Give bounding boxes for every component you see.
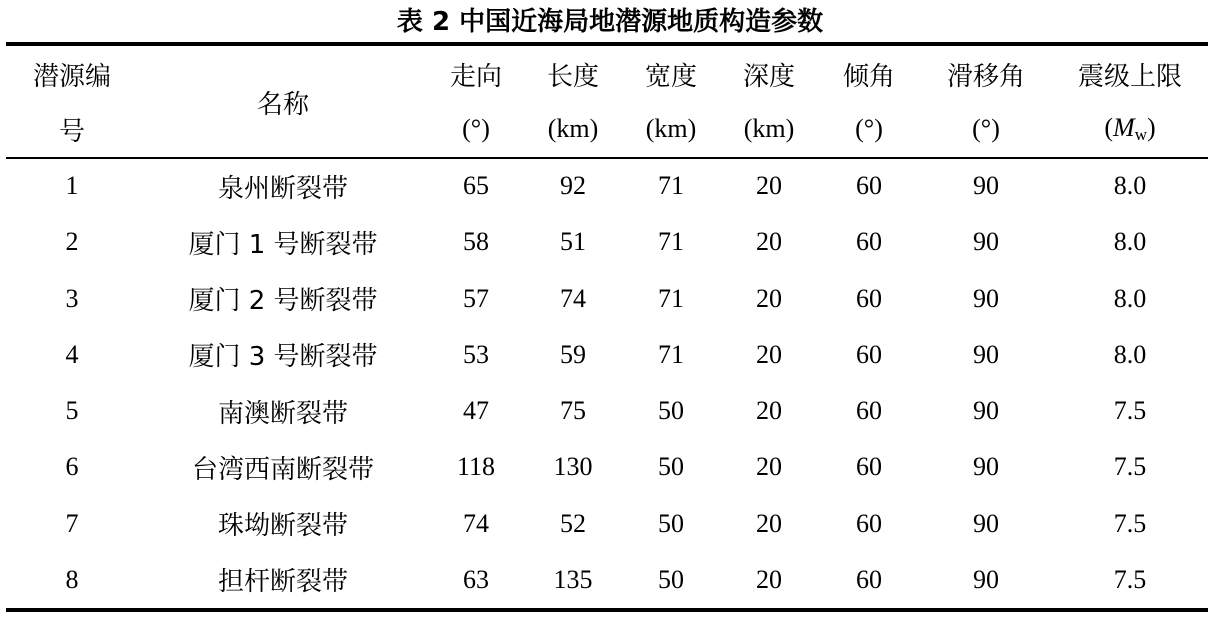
cell-magnitude: 8.0 — [1113, 171, 1147, 201]
cell-dip: 60 — [856, 564, 882, 594]
cell-dip: 60 — [856, 339, 882, 369]
cell-name: 泉州断裂带 — [217, 173, 348, 204]
table-row — [6, 214, 1208, 270]
header-depth: 深度 — [742, 61, 795, 92]
cell-id: 3 — [65, 283, 79, 313]
cell-magnitude: 7.5 — [1113, 508, 1147, 538]
table-body — [6, 158, 1208, 608]
cell-magnitude: 8.0 — [1113, 283, 1147, 313]
cell-id: 2 — [65, 227, 79, 257]
table-header — [6, 46, 1208, 158]
cell-name: 担杆断裂带 — [217, 567, 348, 598]
cell-magnitude: 7.5 — [1113, 564, 1147, 594]
cell-depth: 20 — [756, 452, 782, 482]
header-strike-unit: (°) — [462, 114, 490, 143]
table-row — [6, 327, 1208, 383]
bottom-rule — [6, 608, 1208, 612]
header-dip-unit: (°) — [855, 114, 883, 143]
header-width: 宽度 — [644, 61, 697, 92]
cell-depth: 20 — [756, 396, 782, 426]
cell-magnitude: 7.5 — [1113, 396, 1147, 426]
header-id-line2: 号 — [58, 116, 85, 147]
header-dip: 倾角 — [842, 61, 895, 92]
cell-rake: 90 — [973, 452, 999, 482]
cell-rake: 90 — [973, 227, 999, 257]
fault-parameter-table — [6, 46, 1208, 608]
cell-width: 50 — [658, 508, 684, 538]
header-length-unit: (km) — [547, 114, 599, 143]
cell-rake: 90 — [973, 339, 999, 369]
cell-length: 74 — [560, 283, 586, 313]
mag-unit-close: ) — [1146, 113, 1156, 142]
cell-length: 92 — [560, 171, 586, 201]
header-magnitude-unit — [1052, 102, 1208, 158]
header-magnitude: 震级上限 — [1077, 61, 1182, 92]
cell-name: 厦门 1 号断裂带 — [188, 229, 378, 260]
cell-dip: 60 — [856, 283, 882, 313]
cell-length: 52 — [560, 508, 586, 538]
header-id-line1: 潜源编 — [32, 61, 111, 92]
table-row — [6, 439, 1208, 495]
cell-depth: 20 — [756, 564, 782, 594]
cell-magnitude: 8.0 — [1113, 339, 1147, 369]
header-depth-unit: (km) — [743, 114, 795, 143]
table-caption: 表 2 中国近海局地潜源地质构造参数 — [396, 7, 824, 37]
table-row — [6, 552, 1208, 608]
cell-strike: 53 — [463, 339, 489, 369]
cell-magnitude: 8.0 — [1113, 227, 1147, 257]
table-row — [6, 158, 1208, 214]
cell-name: 珠坳断裂带 — [217, 511, 348, 542]
cell-dip: 60 — [856, 171, 882, 201]
cell-depth: 20 — [756, 508, 782, 538]
cell-id: 5 — [65, 396, 79, 426]
cell-dip: 60 — [856, 452, 882, 482]
cell-rake: 90 — [973, 564, 999, 594]
header-width-unit: (km) — [645, 114, 697, 143]
cell-name: 台湾西南断裂带 — [191, 454, 374, 485]
cell-strike: 63 — [463, 564, 489, 594]
table-row — [6, 271, 1208, 327]
mag-unit-m: M — [1113, 113, 1135, 142]
cell-width: 50 — [658, 452, 684, 482]
cell-length: 135 — [553, 564, 593, 594]
cell-rake: 90 — [973, 508, 999, 538]
cell-width: 71 — [658, 227, 684, 257]
cell-strike: 74 — [463, 508, 489, 538]
cell-dip: 60 — [856, 508, 882, 538]
cell-dip: 60 — [856, 396, 882, 426]
table-row — [6, 383, 1208, 439]
cell-name: 厦门 2 号断裂带 — [188, 286, 378, 317]
cell-strike: 65 — [463, 171, 489, 201]
header-rake-unit: (°) — [972, 114, 1000, 143]
cell-depth: 20 — [756, 339, 782, 369]
cell-dip: 60 — [856, 227, 882, 257]
cell-strike: 47 — [463, 396, 489, 426]
cell-magnitude: 7.5 — [1113, 452, 1147, 482]
cell-width: 71 — [658, 283, 684, 313]
cell-id: 4 — [65, 339, 79, 369]
cell-width: 71 — [658, 339, 684, 369]
header-strike: 走向 — [449, 61, 502, 92]
cell-strike: 118 — [456, 452, 496, 482]
mag-unit-open: ( — [1104, 113, 1114, 142]
table-row — [6, 496, 1208, 552]
cell-width: 50 — [658, 396, 684, 426]
cell-length: 130 — [553, 452, 593, 482]
cell-length: 75 — [560, 396, 586, 426]
header-length: 长度 — [546, 61, 599, 92]
cell-rake: 90 — [973, 396, 999, 426]
cell-depth: 20 — [756, 227, 782, 257]
cell-name: 南澳断裂带 — [217, 398, 348, 429]
cell-rake: 90 — [973, 283, 999, 313]
cell-strike: 58 — [463, 227, 489, 257]
cell-width: 71 — [658, 171, 684, 201]
cell-strike: 57 — [463, 283, 489, 313]
cell-depth: 20 — [756, 171, 782, 201]
cell-id: 1 — [65, 171, 79, 201]
cell-length: 59 — [560, 339, 586, 369]
cell-width: 50 — [658, 564, 684, 594]
cell-rake: 90 — [973, 171, 999, 201]
header-rake: 滑移角 — [946, 61, 1025, 92]
header-name: 名称 — [256, 89, 309, 120]
cell-name: 厦门 3 号断裂带 — [188, 342, 378, 373]
mag-unit-sub: w — [1134, 125, 1147, 144]
cell-length: 51 — [560, 227, 586, 257]
cell-id: 7 — [65, 508, 79, 538]
cell-depth: 20 — [756, 283, 782, 313]
cell-id: 8 — [65, 564, 79, 594]
cell-id: 6 — [65, 452, 79, 482]
